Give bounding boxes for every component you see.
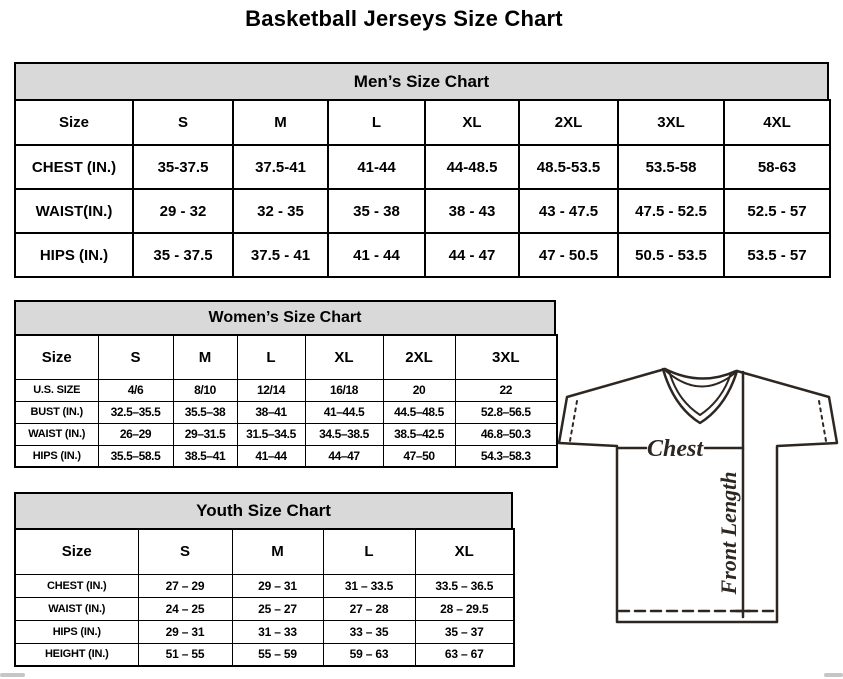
size-cell: 24 – 25 bbox=[138, 597, 232, 620]
table-row bbox=[15, 423, 557, 445]
youth-table bbox=[14, 528, 515, 667]
column-header: L bbox=[328, 100, 425, 145]
page-title: Basketball Jerseys Size Chart bbox=[245, 6, 563, 31]
scrollbar-fragment-left bbox=[0, 673, 25, 677]
column-header: M bbox=[232, 529, 323, 574]
size-cell: 27 – 29 bbox=[138, 574, 232, 597]
row-label: WAIST(IN.) bbox=[15, 189, 133, 233]
jersey-diagram bbox=[553, 355, 843, 675]
size-cell: 37.5 - 41 bbox=[233, 233, 328, 277]
column-header: 2XL bbox=[519, 100, 618, 145]
row-label: HIPS (IN.) bbox=[15, 445, 98, 467]
row-label: BUST (IN.) bbox=[15, 401, 98, 423]
size-cell: 38.5–41 bbox=[173, 445, 237, 467]
size-cell: 16/18 bbox=[305, 379, 383, 401]
size-cell: 41–44.5 bbox=[305, 401, 383, 423]
table-row bbox=[15, 445, 557, 467]
size-cell: 25 – 27 bbox=[232, 597, 323, 620]
size-cell: 34.5–38.5 bbox=[305, 423, 383, 445]
mens-size-chart bbox=[14, 62, 829, 278]
size-cell: 4/6 bbox=[98, 379, 173, 401]
youth-size-chart bbox=[14, 492, 513, 667]
header-row bbox=[15, 100, 830, 145]
size-cell: 29 – 31 bbox=[138, 620, 232, 643]
size-cell: 35 - 37.5 bbox=[133, 233, 233, 277]
size-cell: 29–31.5 bbox=[173, 423, 237, 445]
column-header: M bbox=[173, 335, 237, 379]
right-cuff-dashes bbox=[819, 401, 826, 441]
youth-table-title: Youth Size Chart bbox=[14, 492, 513, 530]
womens-table bbox=[14, 334, 558, 468]
size-cell: 32 - 35 bbox=[233, 189, 328, 233]
size-cell: 35.5–58.5 bbox=[98, 445, 173, 467]
size-cell: 58-63 bbox=[724, 145, 830, 189]
column-header: XL bbox=[415, 529, 514, 574]
size-cell: 26–29 bbox=[98, 423, 173, 445]
row-label: CHEST (IN.) bbox=[15, 574, 138, 597]
column-header: 2XL bbox=[383, 335, 455, 379]
size-cell: 33.5 – 36.5 bbox=[415, 574, 514, 597]
size-cell: 47–50 bbox=[383, 445, 455, 467]
jersey-outline bbox=[559, 369, 837, 622]
row-label: HIPS (IN.) bbox=[15, 233, 133, 277]
column-header: XL bbox=[305, 335, 383, 379]
column-header: 3XL bbox=[618, 100, 724, 145]
row-label: WAIST (IN.) bbox=[15, 597, 138, 620]
size-cell: 46.8–50.3 bbox=[455, 423, 557, 445]
row-label: HEIGHT (IN.) bbox=[15, 643, 138, 666]
size-cell: 35 - 38 bbox=[328, 189, 425, 233]
row-label: U.S. SIZE bbox=[15, 379, 98, 401]
size-cell: 32.5–35.5 bbox=[98, 401, 173, 423]
size-cell: 12/14 bbox=[237, 379, 305, 401]
table-row bbox=[15, 643, 514, 666]
size-cell: 52.5 - 57 bbox=[724, 189, 830, 233]
size-cell: 29 – 31 bbox=[232, 574, 323, 597]
table-row bbox=[15, 574, 514, 597]
size-cell: 38 - 43 bbox=[425, 189, 519, 233]
size-cell: 38.5–42.5 bbox=[383, 423, 455, 445]
left-cuff-dashes bbox=[570, 401, 577, 441]
corner-header: Size bbox=[15, 335, 98, 379]
size-cell: 47 - 50.5 bbox=[519, 233, 618, 277]
header-row bbox=[15, 335, 557, 379]
column-header: M bbox=[233, 100, 328, 145]
column-header: L bbox=[237, 335, 305, 379]
size-cell: 53.5-58 bbox=[618, 145, 724, 189]
table-row bbox=[15, 379, 557, 401]
size-cell: 41–44 bbox=[237, 445, 305, 467]
size-cell: 48.5-53.5 bbox=[519, 145, 618, 189]
table-row bbox=[15, 597, 514, 620]
column-header: L bbox=[323, 529, 415, 574]
size-cell: 33 – 35 bbox=[323, 620, 415, 643]
column-header: 3XL bbox=[455, 335, 557, 379]
column-header: S bbox=[98, 335, 173, 379]
corner-header: Size bbox=[15, 100, 133, 145]
row-label: HIPS (IN.) bbox=[15, 620, 138, 643]
header-row bbox=[15, 529, 514, 574]
size-cell: 29 - 32 bbox=[133, 189, 233, 233]
mens-table-title: Men’s Size Chart bbox=[14, 62, 829, 101]
size-cell: 44–47 bbox=[305, 445, 383, 467]
size-cell: 31.5–34.5 bbox=[237, 423, 305, 445]
size-cell: 44 - 47 bbox=[425, 233, 519, 277]
womens-size-chart bbox=[14, 300, 556, 468]
row-label: WAIST (IN.) bbox=[15, 423, 98, 445]
size-cell: 63 – 67 bbox=[415, 643, 514, 666]
table-row bbox=[15, 145, 830, 189]
size-cell: 20 bbox=[383, 379, 455, 401]
column-header: 4XL bbox=[724, 100, 830, 145]
chest-label: Chest bbox=[646, 436, 704, 462]
size-cell: 31 – 33.5 bbox=[323, 574, 415, 597]
size-cell: 43 - 47.5 bbox=[519, 189, 618, 233]
corner-header: Size bbox=[15, 529, 138, 574]
size-cell: 51 – 55 bbox=[138, 643, 232, 666]
size-cell: 28 – 29.5 bbox=[415, 597, 514, 620]
womens-table-title: Women’s Size Chart bbox=[14, 300, 556, 336]
row-label: CHEST (IN.) bbox=[15, 145, 133, 189]
table-row bbox=[15, 620, 514, 643]
size-cell: 35.5–38 bbox=[173, 401, 237, 423]
size-cell: 27 – 28 bbox=[323, 597, 415, 620]
size-cell: 54.3–58.3 bbox=[455, 445, 557, 467]
size-cell: 41-44 bbox=[328, 145, 425, 189]
size-cell: 41 - 44 bbox=[328, 233, 425, 277]
size-cell: 22 bbox=[455, 379, 557, 401]
size-cell: 35 – 37 bbox=[415, 620, 514, 643]
size-cell: 44-48.5 bbox=[425, 145, 519, 189]
table-row bbox=[15, 233, 830, 277]
size-cell: 31 – 33 bbox=[232, 620, 323, 643]
table-row bbox=[15, 189, 830, 233]
scrollbar-fragment-right bbox=[824, 673, 843, 677]
size-cell: 37.5-41 bbox=[233, 145, 328, 189]
size-cell: 55 – 59 bbox=[232, 643, 323, 666]
column-header: S bbox=[138, 529, 232, 574]
table-row bbox=[15, 401, 557, 423]
size-cell: 53.5 - 57 bbox=[724, 233, 830, 277]
size-cell: 59 – 63 bbox=[323, 643, 415, 666]
column-header: XL bbox=[425, 100, 519, 145]
mens-table bbox=[14, 99, 831, 278]
size-cell: 35-37.5 bbox=[133, 145, 233, 189]
size-cell: 50.5 - 53.5 bbox=[618, 233, 724, 277]
size-cell: 47.5 - 52.5 bbox=[618, 189, 724, 233]
front-length-label: Front Length bbox=[716, 471, 741, 595]
size-cell: 44.5–48.5 bbox=[383, 401, 455, 423]
size-cell: 8/10 bbox=[173, 379, 237, 401]
size-cell: 52.8–56.5 bbox=[455, 401, 557, 423]
column-header: S bbox=[133, 100, 233, 145]
size-cell: 38–41 bbox=[237, 401, 305, 423]
